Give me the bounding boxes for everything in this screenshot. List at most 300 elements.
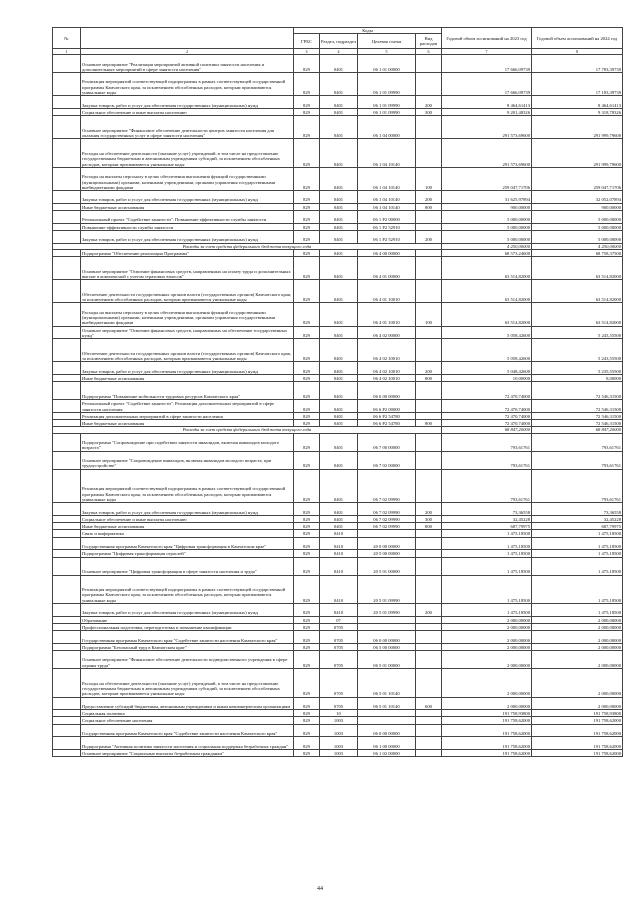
amount-2024-cell: 2 000,00000	[532, 697, 623, 710]
type-cell	[416, 469, 442, 503]
row-number-cell	[53, 575, 81, 604]
section-cell: 0401	[320, 108, 358, 115]
amount-2024-cell: 68 758,37500	[532, 249, 623, 256]
target-cell	[358, 616, 416, 623]
target-cell: 06 1 01 00000	[358, 55, 416, 73]
amount-2023-cell: 687,79975	[442, 523, 532, 530]
target-cell: 06 4 01 10010	[358, 280, 416, 303]
row-number-cell	[53, 550, 81, 557]
row-name-cell: Подпрограмма "Активная политика занятости населения и социальная поддержка безработных граждан"	[81, 737, 294, 750]
table-row	[53, 717, 623, 724]
row-name-cell: Основное мероприятие "Освоение финансовых средств, направленных на оплату труда и дополнительных выплат в комплексной с учетом страховых взносов"	[81, 257, 294, 280]
amount-2023-cell: 73,36558	[442, 503, 532, 516]
grbs-cell: 829	[294, 643, 320, 650]
table-row	[53, 503, 623, 516]
grbs-cell: 829	[294, 717, 320, 724]
table-row	[53, 223, 623, 230]
amount-2024-cell: 5 000,00000	[532, 223, 623, 230]
row-number-cell	[53, 604, 81, 617]
row-number-cell	[53, 382, 81, 400]
index-cell: 3	[294, 49, 320, 55]
table-row	[53, 631, 623, 644]
amount-2024-cell: 2 000,00000	[532, 643, 623, 650]
row-name-cell: Региональный проект "Содействие занятости". Реализация дополнительных мероприятий в сфере занятости населения	[81, 400, 294, 413]
amount-2024-cell: 191 758,62000	[532, 737, 623, 750]
grbs-cell: 829	[294, 230, 320, 243]
table-row	[53, 557, 623, 575]
grbs-cell: 829	[294, 412, 320, 419]
amount-2024-cell: 291 999,79600	[532, 139, 623, 168]
section-cell: 0401	[320, 191, 358, 204]
amount-2024-cell: 1 475,18500	[532, 575, 623, 604]
table-row	[53, 339, 623, 362]
table-row	[53, 375, 623, 382]
row-number-cell	[53, 249, 81, 256]
grbs-cell: 829	[294, 420, 320, 427]
row-name-cell: Социальное обеспечение и иные выплаты населению	[81, 515, 294, 522]
section-cell: 0401	[320, 223, 358, 230]
row-number-cell	[53, 203, 81, 210]
amount-2024-cell: 63 514,82000	[532, 303, 623, 326]
type-cell: 200	[416, 362, 442, 375]
row-number-cell	[53, 724, 81, 737]
row-name-cell: Закупка товаров, работ и услуг для обеспечения государственных (муниципальных) нужд	[81, 230, 294, 243]
row-name-cell: Иные бюджетные ассигнования	[81, 203, 294, 210]
target-cell: 20 5 01 09990	[358, 604, 416, 617]
section-cell: 0401	[320, 433, 358, 451]
type-cell	[416, 530, 442, 537]
row-name-cell: Профессиональная подготовка, переподготовка и повышение квалификации	[81, 623, 294, 630]
target-cell: 06 4 00 00000	[358, 249, 416, 256]
row-number-cell	[53, 400, 81, 413]
row-number-cell	[53, 55, 81, 73]
amount-2023-cell: 2 000,00000	[442, 643, 532, 650]
section-cell: 0401	[320, 203, 358, 210]
section-cell: 0401	[320, 375, 358, 382]
row-number-cell	[53, 116, 81, 139]
type-cell: 200	[416, 191, 442, 204]
index-cell: 1	[53, 49, 81, 55]
row-name-cell: Иные бюджетные ассигнования	[81, 375, 294, 382]
target-cell: 06 7 02 00000	[358, 451, 416, 469]
amount-2024-cell: 2 000,00000	[532, 616, 623, 623]
row-name-cell: Подпрограмма "Сопровождение при содействии занятости инвалидов, включая инвалидов молодого возраста"	[81, 433, 294, 451]
table-row	[53, 515, 623, 522]
grbs-cell: 829	[294, 724, 320, 737]
row-name-cell: Расходы на выплаты персоналу в целях обеспечения выполнения функций государственными (муниципальными) органами, казенными учреждениями, органами управления государственными внебюджетными фондами	[81, 167, 294, 190]
row-number-cell	[53, 697, 81, 710]
row-number-cell	[53, 537, 81, 550]
section-cell: 0410	[320, 537, 358, 550]
row-number-cell	[53, 749, 81, 756]
row-name-cell: Закупка товаров, работ и услуг для обеспечения государственных (муниципальных) нужд	[81, 362, 294, 375]
amount-2024-cell: 8 464,61413	[532, 96, 623, 109]
type-cell	[416, 710, 442, 717]
target-cell: 06 1 01 09990	[358, 96, 416, 109]
target-cell: 06 1 01 09990	[358, 73, 416, 96]
row-number-cell	[53, 623, 81, 630]
row-name-cell: Государственная программа Камчатского края "Содействие занятости населения Камчатского края"	[81, 724, 294, 737]
budget-document	[52, 27, 622, 757]
amount-2023-cell: 72 470,74000	[442, 412, 532, 419]
amount-2023-cell: 191 758,93800	[442, 710, 532, 717]
row-number-cell	[53, 717, 81, 724]
amount-2023-cell: 9 201,48326	[442, 108, 532, 115]
amount-2023-cell: 2 000,00000	[442, 623, 532, 630]
table-row	[53, 651, 623, 669]
amount-2024-cell: 17 783,39739	[532, 55, 623, 73]
target-cell: 06 1 04 00000	[358, 116, 416, 139]
table-row	[53, 537, 623, 550]
amount-2023-cell: 191 758,62000	[442, 749, 532, 756]
amount-2024-cell: 63 514,82000	[532, 257, 623, 280]
target-cell: 20 5 01 09990	[358, 575, 416, 604]
table-row	[53, 249, 623, 256]
table-row	[53, 724, 623, 737]
type-cell	[416, 211, 442, 224]
row-number-cell	[53, 515, 81, 522]
row-number-cell	[53, 651, 81, 669]
row-number-cell	[53, 503, 81, 516]
type-cell	[416, 139, 442, 168]
target-cell: 20 0 00 00000	[358, 537, 416, 550]
row-number-cell	[53, 557, 81, 575]
row-number-cell	[53, 191, 81, 204]
target-cell: 20 5 01 00000	[358, 557, 416, 575]
type-cell	[416, 223, 442, 230]
amount-2024-cell: 191 758,62000	[532, 717, 623, 724]
table-row	[53, 420, 623, 427]
amount-2024-cell: 72 546,31500	[532, 400, 623, 413]
target-cell: 06 5 00 00000	[358, 643, 416, 650]
table-row	[53, 108, 623, 115]
amount-2023-cell: 63 514,82000	[442, 303, 532, 326]
target-cell: 06 7 02 09990	[358, 515, 416, 522]
type-cell	[416, 73, 442, 96]
target-cell: 06 4 02 10010	[358, 375, 416, 382]
section-cell: 0401	[320, 451, 358, 469]
index-cell: 4	[320, 49, 358, 55]
amount-2023-cell: 32,45228	[442, 515, 532, 522]
section-cell: 0401	[320, 515, 358, 522]
grbs-cell: 829	[294, 211, 320, 224]
target-cell: 06 7 02 09990	[358, 469, 416, 503]
row-number-cell	[53, 167, 81, 190]
note-amount-2023: 4 250,00000	[442, 243, 532, 249]
type-cell: 100	[416, 303, 442, 326]
row-number-cell	[53, 108, 81, 115]
row-number-cell	[53, 451, 81, 469]
row-name-cell: Закупка товаров, работ и услуг для обеспечения государственных (муниципальных) нужд	[81, 604, 294, 617]
section-cell: 0401	[320, 303, 358, 326]
budget-table-body	[53, 55, 623, 757]
target-cell: 06 7 00 00000	[358, 433, 416, 451]
table-row	[53, 469, 623, 503]
section-cell: 10	[320, 710, 358, 717]
table-row	[53, 604, 623, 617]
index-cell: 2	[81, 49, 294, 55]
row-number-cell	[53, 326, 81, 339]
section-cell: 0705	[320, 669, 358, 698]
amount-2023-cell: 31 625,97894	[442, 191, 532, 204]
amount-2024-cell: 191 758,93800	[532, 710, 623, 717]
amount-2023-cell: 5 048,42600	[442, 362, 532, 375]
grbs-cell: 829	[294, 515, 320, 522]
section-cell: 0401	[320, 412, 358, 419]
amount-2023-cell: 191 758,62000	[442, 717, 532, 724]
grbs-cell: 829	[294, 451, 320, 469]
table-row	[53, 616, 623, 623]
type-cell: 300	[416, 108, 442, 115]
row-name-cell: Подпрограмма "Повышение мобильности трудовых ресурсов Камчатского края"	[81, 382, 294, 400]
row-name-cell: Социальная политика	[81, 710, 294, 717]
target-cell: 06 4 02 00000	[358, 326, 416, 339]
section-cell: 0401	[320, 362, 358, 375]
type-cell: 800	[416, 375, 442, 382]
amount-2024-cell: 9 318,78326	[532, 108, 623, 115]
amount-2023-cell: 1 475,18500	[442, 550, 532, 557]
grbs-cell: 829	[294, 167, 320, 190]
amount-2024-cell: 793,61761	[532, 433, 623, 451]
table-row	[53, 303, 623, 326]
section-cell: 1003	[320, 717, 358, 724]
row-name-cell: Социальное обеспечение и иные выплаты населению	[81, 108, 294, 115]
target-cell: 06 1 P2 00000	[358, 211, 416, 224]
section-cell: 0410	[320, 557, 358, 575]
index-cell: 5	[358, 49, 416, 55]
type-cell	[416, 257, 442, 280]
table-row	[53, 550, 623, 557]
amount-2024-cell: 2 000,00000	[532, 669, 623, 698]
target-cell: 06 1 04 10140	[358, 139, 416, 168]
row-number-cell	[53, 523, 81, 530]
type-cell	[416, 616, 442, 623]
row-name-cell: Образование	[81, 616, 294, 623]
type-cell	[416, 400, 442, 413]
type-cell	[416, 326, 442, 339]
table-row	[53, 749, 623, 756]
row-name-cell: Реализация мероприятий соответствующей подпрограммы в рамках соответствующей государственной программы Камчатского края, за исключением обособленных расходов, которым присваиваются уникальные коды	[81, 575, 294, 604]
grbs-cell: 829	[294, 362, 320, 375]
section-cell: 0401	[320, 420, 358, 427]
section-cell: 0401	[320, 400, 358, 413]
amount-2024-cell: 5 000,00000	[532, 211, 623, 224]
type-cell	[416, 55, 442, 73]
table-row	[53, 211, 623, 224]
amount-2024-cell: 17 183,39739	[532, 73, 623, 96]
header-target: Целевая статья	[358, 34, 416, 49]
row-name-cell: Реализация мероприятий соответствующей подпрограммы в рамках соответствующей государственной программы Камчатского края, за исключением обособленных расходов, которым присваиваются уникальные коды	[81, 73, 294, 96]
table-row	[53, 55, 623, 73]
amount-2024-cell: 5 243,55500	[532, 326, 623, 339]
row-number-cell	[53, 420, 81, 427]
table-row	[53, 96, 623, 109]
row-name-cell: Закупка товаров, работ и услуг для обеспечения государственных (муниципальных) нужд	[81, 191, 294, 204]
grbs-cell: 829	[294, 191, 320, 204]
row-name-cell: Основное мероприятие "Реализация мероприятий активной политики занятости населения и дополнительных мероприятий в сфере занятости населения"	[81, 55, 294, 73]
amount-2023-cell: 68 573,24600	[442, 249, 532, 256]
amount-2024-cell: 1 475,18500	[532, 604, 623, 617]
type-cell	[416, 412, 442, 419]
table-row	[53, 203, 623, 210]
amount-2023-cell: 2 000,00000	[442, 651, 532, 669]
grbs-cell: 829	[294, 749, 320, 756]
amount-2023-cell: 17 666,09739	[442, 55, 532, 73]
section-cell: 0401	[320, 96, 358, 109]
grbs-cell: 829	[294, 339, 320, 362]
type-cell	[416, 643, 442, 650]
grbs-cell: 829	[294, 257, 320, 280]
table-row	[53, 523, 623, 530]
amount-2023-cell: 63 514,82000	[442, 280, 532, 303]
row-name-cell: Основное мероприятие "Финансовое обеспечение деятельности центров занятости населения для оказания государственных услуг в сфере занятости населения"	[81, 116, 294, 139]
funding-note-text: Расходы за счет средств федерального бюджета текущего года	[53, 243, 442, 249]
header-type: Вид расходов	[416, 34, 442, 49]
amount-2024-cell: 32,45228	[532, 515, 623, 522]
amount-2024-cell: 1 475,18500	[532, 530, 623, 537]
target-cell: 06 6 P2 54780	[358, 420, 416, 427]
table-row	[53, 400, 623, 413]
grbs-cell: 829	[294, 523, 320, 530]
type-cell	[416, 749, 442, 756]
amount-2024-cell: 2 000,00000	[532, 623, 623, 630]
amount-2023-cell: 1 475,18500	[442, 557, 532, 575]
table-row	[53, 433, 623, 451]
table-row	[53, 73, 623, 96]
type-cell	[416, 550, 442, 557]
header-name	[81, 28, 294, 49]
type-cell	[416, 433, 442, 451]
row-number-cell	[53, 469, 81, 503]
amount-2024-cell: 793,61761	[532, 451, 623, 469]
row-name-cell: Закупка товаров, работ и услуг для обеспечения государственных (муниципальных) нужд	[81, 503, 294, 516]
row-name-cell: Иные бюджетные ассигнования	[81, 523, 294, 530]
row-name-cell: Обеспечение деятельности государственных органов власти (государственных органов) Камчатского края, за исключением обособленных расходов, которым присваиваются уникальные коды	[81, 280, 294, 303]
section-cell: 0401	[320, 257, 358, 280]
grbs-cell: 829	[294, 280, 320, 303]
grbs-cell: 829	[294, 433, 320, 451]
amount-2023-cell: 291 573,69600	[442, 139, 532, 168]
page-number: 44	[317, 886, 323, 892]
row-name-cell: Подпрограмма "Безопасный труд в Камчатском крае"	[81, 643, 294, 650]
type-cell	[416, 280, 442, 303]
type-cell: 200	[416, 604, 442, 617]
row-number-cell	[53, 303, 81, 326]
type-cell: 800	[416, 523, 442, 530]
row-name-cell: Расходы на выплаты персоналу в целях обеспечения выполнения функций государственными (муниципальными) органами, казенными учреждениями, органами управления государственными внебюджетными фондами	[81, 303, 294, 326]
section-cell: 0705	[320, 697, 358, 710]
target-cell: 06 6 P2 00000	[358, 400, 416, 413]
row-number-cell	[53, 96, 81, 109]
header-vol2024: Годовой объем ассигнований на 2024 год	[532, 28, 623, 49]
grbs-cell: 829	[294, 616, 320, 623]
amount-2023-cell: 1 475,18500	[442, 575, 532, 604]
row-number-cell	[53, 669, 81, 698]
row-number-cell	[53, 710, 81, 717]
grbs-cell: 829	[294, 73, 320, 96]
grbs-cell: 829	[294, 203, 320, 210]
table-row	[53, 623, 623, 630]
amount-2023-cell: 900,00000	[442, 203, 532, 210]
table-row	[53, 697, 623, 710]
type-cell	[416, 724, 442, 737]
amount-2024-cell: 73,36558	[532, 503, 623, 516]
amount-2023-cell: 259 047,71706	[442, 167, 532, 190]
section-cell: 1003	[320, 724, 358, 737]
table-row	[53, 167, 623, 190]
amount-2023-cell: 191 758,62000	[442, 724, 532, 737]
target-cell: 06 5 01 10140	[358, 697, 416, 710]
index-cell: 8	[532, 49, 623, 55]
row-name-cell: Расходы на обеспечение деятельности (оказание услуг) учреждений, в том числе на предоставление государственным бюджетным и автономным учреждениям субсидий, за исключением обособленных расходов, которым присваиваются уникальные коды	[81, 139, 294, 168]
type-cell	[416, 537, 442, 550]
section-cell: 0401	[320, 280, 358, 303]
target-cell: 06 4 02 10010	[358, 339, 416, 362]
row-number-cell	[53, 73, 81, 96]
amount-2023-cell: 17 666,09739	[442, 73, 532, 96]
row-name-cell: Подпрограмма "Обеспечение реализации Программы"	[81, 249, 294, 256]
header-section: Раздел, подраздел	[320, 34, 358, 49]
amount-2023-cell: 793,61761	[442, 469, 532, 503]
row-number-cell	[53, 433, 81, 451]
grbs-cell: 829	[294, 737, 320, 750]
type-cell	[416, 382, 442, 400]
grbs-cell: 829	[294, 669, 320, 698]
grbs-cell: 829	[294, 96, 320, 109]
table-row	[53, 139, 623, 168]
amount-2024-cell: 1 475,18500	[532, 537, 623, 550]
section-cell: 0401	[320, 503, 358, 516]
section-cell: 0401	[320, 339, 358, 362]
grbs-cell: 829	[294, 116, 320, 139]
target-cell: 06 1 P2 52910	[358, 223, 416, 230]
row-name-cell: Государственная программа Камчатского края "Цифровая трансформация в Камчатском крае"	[81, 537, 294, 550]
row-number-cell	[53, 280, 81, 303]
section-cell: 0705	[320, 623, 358, 630]
index-cell: 6	[416, 49, 442, 55]
amount-2024-cell: 63 514,82000	[532, 280, 623, 303]
target-cell: 06 5 01 00000	[358, 651, 416, 669]
table-row	[53, 710, 623, 717]
amount-2023-cell: 2 000,00000	[442, 631, 532, 644]
grbs-cell: 829	[294, 326, 320, 339]
section-cell: 0401	[320, 382, 358, 400]
amount-2024-cell: 900,00000	[532, 203, 623, 210]
target-cell: 06 1 02 00000	[358, 749, 416, 756]
target-cell: 06 0 00 00000	[358, 631, 416, 644]
amount-2023-cell: 8 464,61413	[442, 96, 532, 109]
type-cell	[416, 451, 442, 469]
table-row	[53, 230, 623, 243]
header-grbs: ГРБС	[294, 34, 320, 49]
row-name-cell: Реализация мероприятий соответствующей подпрограммы в рамках соответствующей государственной программы Камчатского края, за исключением обособленных расходов, которым присваиваются уникальные коды	[81, 469, 294, 503]
row-name-cell: Расходы на обеспечение деятельности (оказание услуг) учреждений, в том числе на предоставление государственным бюджетным и автономным учреждениям субсидий, за исключением обособленных расходов, которым присваиваются уникальные коды	[81, 669, 294, 698]
section-cell: 0401	[320, 167, 358, 190]
grbs-cell: 829	[294, 382, 320, 400]
grbs-cell: 829	[294, 550, 320, 557]
target-cell: 06 1 00 00000	[358, 737, 416, 750]
amount-2024-cell: 5 235,55500	[532, 362, 623, 375]
target-cell	[358, 710, 416, 717]
target-cell: 06 1 04 10140	[358, 191, 416, 204]
type-cell: 300	[416, 515, 442, 522]
target-cell: 06 7 02 09990	[358, 523, 416, 530]
type-cell: 200	[416, 96, 442, 109]
table-row	[53, 362, 623, 375]
target-cell: 06 5 01 10140	[358, 669, 416, 698]
table-row	[53, 382, 623, 400]
type-cell: 200	[416, 503, 442, 516]
